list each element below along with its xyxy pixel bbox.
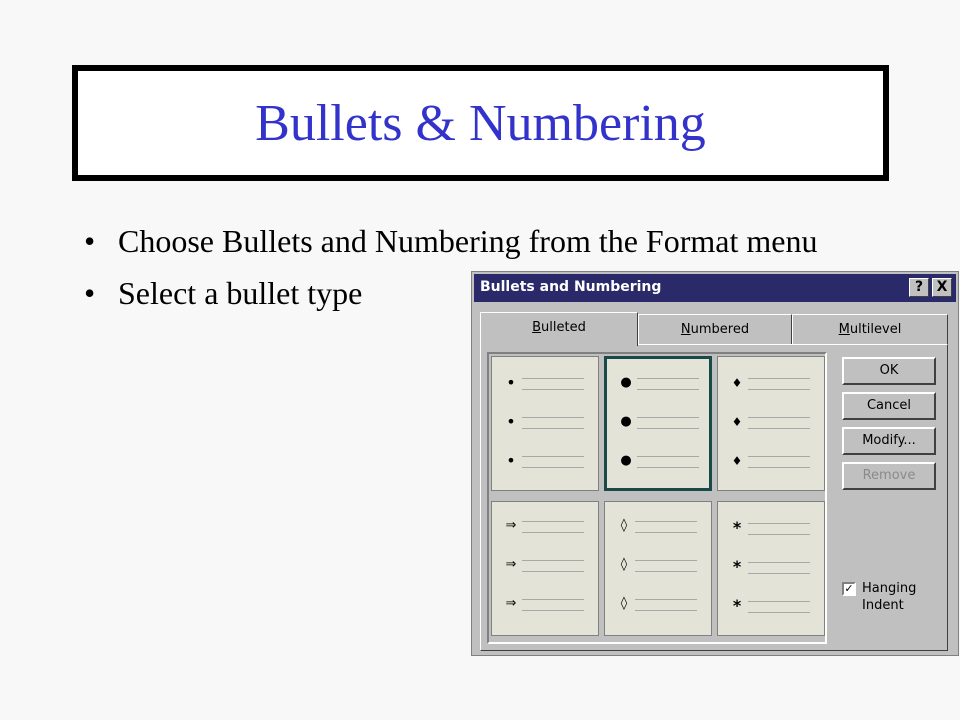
diamond-bullet-icon: ♦ [731,454,743,468]
large-dot-bullet-icon: ● [620,453,632,468]
line-placeholder [748,534,810,535]
small-dot-bullet-icon: • [506,451,516,470]
tab-bulleted-label: ulleted [541,320,586,335]
line-placeholder [748,456,810,457]
tab-numbered-label: umbered [690,322,750,337]
slide-title: Bullets & Numbering [255,94,706,152]
tab-multilevel[interactable] [792,314,948,344]
line-placeholder [637,467,699,468]
tab-numbered-accel: N [680,322,691,337]
line-placeholder [748,601,810,602]
large-dot-bullet-icon: ● [620,414,632,429]
dialog-title: Bullets and Numbering [480,279,662,295]
line-placeholder [635,610,697,611]
line-placeholder [522,560,584,561]
bullet-style-option-selected[interactable] [604,356,712,491]
line-placeholder [522,417,584,418]
hollow-diamond-bullet-icon: ◊ [620,518,628,533]
line-placeholder [635,599,697,600]
line-placeholder [748,573,810,574]
remove-button[interactable]: Remove [842,462,936,490]
line-placeholder [522,428,584,429]
bullet-style-option[interactable] [717,356,825,491]
arrow-bullet-icon: ⇒ [505,518,517,533]
hollow-diamond-bullet-icon: ◊ [620,596,628,611]
bullet-dot-icon: • [84,223,96,259]
slide-bullet-text: Choose Bullets and Numbering from the Format menu [118,223,818,259]
line-placeholder [635,571,697,572]
bullet-dot-icon: • [84,275,96,311]
small-dot-bullet-icon: • [506,412,516,431]
line-placeholder [522,571,584,572]
line-placeholder [748,389,810,390]
help-button[interactable]: ? [909,278,929,297]
asterisk-bullet-icon: * [732,518,742,537]
arrow-bullet-icon: ⇒ [505,557,517,572]
line-placeholder [522,467,584,468]
modify-button[interactable]: Modify... [842,427,936,455]
asterisk-bullet-icon: * [732,557,742,576]
line-placeholder [748,612,810,613]
line-placeholder [748,523,810,524]
hanging-indent-label: Hanging Indent [862,581,917,613]
tab-multilevel-label: ultilevel [849,322,902,337]
slide-title-box [72,65,889,181]
line-placeholder [637,378,699,379]
line-placeholder [748,562,810,563]
tab-bulleted[interactable] [480,312,638,346]
line-placeholder [522,389,584,390]
bullet-style-gallery [487,352,827,644]
line-placeholder [522,456,584,457]
line-placeholder [748,428,810,429]
tab-bulleted-accel: B [532,320,542,335]
line-placeholder [522,610,584,611]
line-placeholder [635,532,697,533]
line-placeholder [635,560,697,561]
slide-bullet-item [84,222,844,260]
dialog-titlebar[interactable] [474,274,956,302]
line-placeholder [637,389,699,390]
line-placeholder [637,428,699,429]
cancel-button[interactable]: Cancel [842,392,936,420]
bullet-style-option[interactable] [491,356,599,491]
asterisk-bullet-icon: * [732,596,742,615]
ok-button[interactable]: OK [842,357,936,385]
line-placeholder [637,456,699,457]
slide-bullet-text: Select a bullet type [118,275,363,311]
line-placeholder [748,417,810,418]
hanging-indent-checkbox[interactable]: ✓ [842,582,856,596]
bullet-style-option[interactable] [604,501,712,636]
diamond-bullet-icon: ♦ [731,415,743,429]
line-placeholder [748,378,810,379]
bullet-style-option[interactable] [717,501,825,636]
bullets-numbering-dialog [471,271,959,656]
line-placeholder [522,521,584,522]
line-placeholder [637,417,699,418]
small-dot-bullet-icon: • [506,373,516,392]
large-dot-bullet-icon: ● [620,375,632,390]
hollow-diamond-bullet-icon: ◊ [620,557,628,572]
line-placeholder [635,521,697,522]
tab-multilevel-accel: M [838,322,850,337]
arrow-bullet-icon: ⇒ [505,596,517,611]
diamond-bullet-icon: ♦ [731,376,743,390]
tab-numbered[interactable] [638,314,792,344]
close-button[interactable]: X [932,278,952,297]
line-placeholder [522,378,584,379]
line-placeholder [522,532,584,533]
bullet-style-option[interactable] [491,501,599,636]
line-placeholder [522,599,584,600]
line-placeholder [748,467,810,468]
